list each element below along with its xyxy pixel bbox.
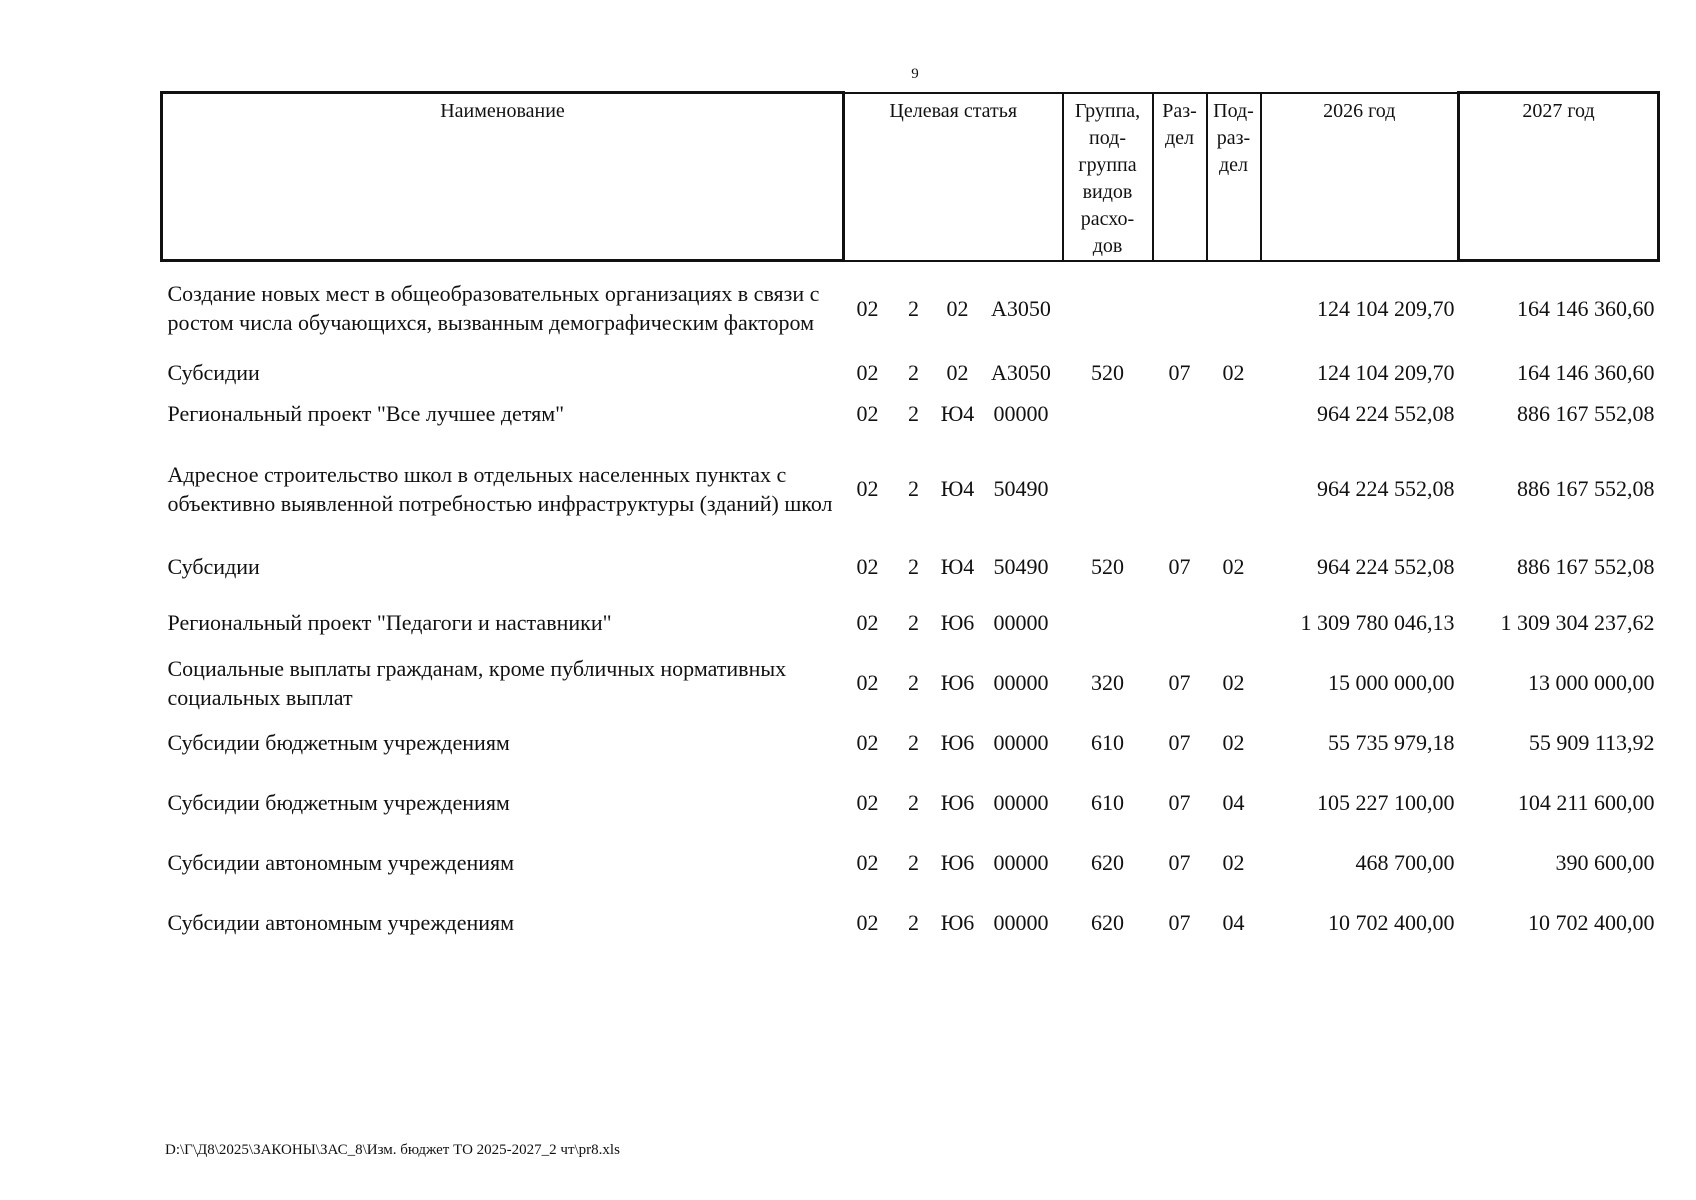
header-target-article: Целевая статья	[844, 93, 1063, 261]
row-amount-2027: 886 167 552,08	[1517, 554, 1655, 579]
row-code-direction: 00000	[993, 790, 1049, 815]
table-row	[162, 773, 1659, 833]
row-expense-group: 520	[1091, 360, 1124, 385]
row-name: Субсидии автономным учреждениям	[167, 850, 515, 875]
row-code-project: 02	[946, 360, 969, 385]
row-amount-2027: 164 146 360,60	[1517, 360, 1655, 385]
table-row	[162, 893, 1659, 953]
table-row	[162, 653, 1659, 713]
row-code-project: Ю6	[940, 610, 975, 635]
table-header-row	[162, 93, 1659, 261]
row-amount-2027: 104 211 600,00	[1517, 790, 1655, 815]
row-code-project: Ю6	[940, 730, 975, 755]
row-code-project: Ю4	[940, 554, 975, 579]
row-code-subprogram: 2	[908, 850, 919, 875]
row-code-direction: 00000	[993, 730, 1049, 755]
row-amount-2026: 10 702 400,00	[1328, 910, 1455, 935]
row-expense-group	[1063, 437, 1153, 541]
row-expense-group: 520	[1091, 554, 1124, 579]
row-expense-group: 610	[1091, 730, 1124, 755]
row-amount-2027: 10 702 400,00	[1528, 910, 1655, 935]
row-code-subprogram: 2	[908, 554, 919, 579]
header-expense-group-label: Группа, под- группа видов расхо- дов	[1074, 99, 1141, 257]
row-subsection: 04	[1222, 910, 1245, 935]
row-name: Социальные выплаты гражданам, кроме публичных нормативных социальных выплат	[167, 655, 787, 710]
row-name: Адресное строительство школ в отдельных населенных пунктах с объективно выявленной потребностью инфраструктуры (зданий) школ	[167, 461, 833, 516]
row-code-subprogram: 2	[908, 610, 919, 635]
row-subsection	[1207, 261, 1261, 355]
row-code-program: 02	[856, 730, 879, 755]
row-code-project: Ю6	[940, 670, 975, 695]
row-code-direction: А3050	[991, 295, 1051, 321]
row-name: Субсидии	[167, 360, 260, 385]
row-amount-2027: 55 909 113,92	[1528, 730, 1655, 755]
row-section: 07	[1168, 670, 1191, 695]
row-subsection: 02	[1222, 850, 1245, 875]
row-expense-group: 320	[1091, 670, 1124, 695]
row-code-subprogram: 2	[908, 670, 919, 695]
row-section	[1153, 261, 1207, 355]
row-amount-2026: 964 224 552,08	[1317, 476, 1455, 501]
row-code-program: 02	[856, 476, 879, 501]
row-section: 07	[1168, 730, 1191, 755]
row-code-subprogram: 2	[908, 910, 919, 935]
row-expense-group: 620	[1091, 910, 1124, 935]
row-expense-group	[1063, 261, 1153, 355]
row-subsection: 02	[1222, 730, 1245, 755]
table-row	[162, 261, 1659, 355]
row-name: Субсидии бюджетным учреждениям	[167, 730, 510, 755]
row-name: Региональный проект "Все лучшее детям"	[167, 401, 565, 426]
row-amount-2027: 1 309 304 237,62	[1500, 610, 1655, 635]
row-code-direction: 50490	[993, 554, 1049, 579]
row-expense-group	[1063, 391, 1153, 437]
table-body	[162, 261, 1659, 953]
row-subsection: 04	[1222, 790, 1245, 815]
row-code-direction: 00000	[993, 910, 1049, 935]
row-code-program: 02	[856, 401, 879, 426]
row-code-program: 02	[856, 670, 879, 695]
row-code-project: Ю6	[940, 790, 975, 815]
row-name: Создание новых мест в общеобразовательных организациях в связи с ростом числа обучающихся, вызванным демографическим фактором	[167, 281, 820, 336]
row-amount-2026: 15 000 000,00	[1328, 670, 1455, 695]
row-code-project: Ю6	[940, 910, 975, 935]
row-subsection	[1207, 391, 1261, 437]
table-row	[162, 833, 1659, 893]
row-code-project: 02	[946, 295, 969, 321]
row-section	[1153, 593, 1207, 653]
row-amount-2027: 390 600,00	[1555, 850, 1655, 875]
row-amount-2027: 13 000 000,00	[1528, 670, 1655, 695]
row-section: 07	[1168, 360, 1191, 385]
header-expense-group	[1063, 93, 1153, 261]
row-code-direction: 00000	[993, 401, 1049, 426]
row-code-project: Ю4	[940, 476, 975, 501]
row-subsection: 02	[1222, 670, 1245, 695]
row-code-direction: 00000	[993, 670, 1049, 695]
row-code-project: Ю6	[940, 850, 975, 875]
row-code-project: Ю4	[940, 401, 975, 426]
row-code-direction: 00000	[993, 610, 1049, 635]
row-amount-2026: 964 224 552,08	[1317, 554, 1455, 579]
file-path-footer: D:\Г\Д8\2025\ЗАКОНЫ\ЗАС_8\Изм. бюджет ТО 2025-2027_2 чт\pr8.xls	[165, 1142, 620, 1158]
header-name: Наименование	[162, 93, 844, 261]
row-code-program: 02	[856, 910, 879, 935]
row-subsection	[1207, 593, 1261, 653]
table-row	[162, 713, 1659, 773]
row-expense-group: 620	[1091, 850, 1124, 875]
row-code-program: 02	[856, 790, 879, 815]
row-amount-2026: 1 309 780 046,13	[1300, 610, 1455, 635]
row-code-subprogram: 2	[908, 401, 919, 426]
row-amount-2026: 55 735 979,18	[1328, 730, 1455, 755]
row-code-subprogram: 2	[908, 790, 919, 815]
header-subsection-label: Под- раз- дел	[1213, 99, 1254, 176]
table-row	[162, 541, 1659, 593]
row-section	[1153, 437, 1207, 541]
row-name: Субсидии автономным учреждениям	[167, 910, 515, 935]
row-code-program: 02	[856, 850, 879, 875]
row-section: 07	[1168, 910, 1191, 935]
table-row	[162, 355, 1659, 391]
table-row	[162, 593, 1659, 653]
row-code-subprogram: 2	[908, 360, 919, 385]
row-subsection: 02	[1222, 360, 1245, 385]
table-row	[162, 437, 1659, 541]
row-amount-2026: 468 700,00	[1355, 850, 1455, 875]
header-year-2027: 2027 год	[1459, 93, 1659, 261]
row-amount-2027: 886 167 552,08	[1517, 401, 1655, 426]
row-code-subprogram: 2	[908, 476, 919, 501]
row-code-program: 02	[856, 554, 879, 579]
row-amount-2026: 124 104 209,70	[1317, 295, 1455, 321]
row-amount-2026: 124 104 209,70	[1317, 360, 1455, 385]
row-subsection: 02	[1222, 554, 1245, 579]
row-expense-group	[1063, 593, 1153, 653]
header-year-2026: 2026 год	[1261, 93, 1459, 261]
row-code-program: 02	[856, 610, 879, 635]
row-code-subprogram: 2	[908, 730, 919, 755]
row-code-program: 02	[856, 295, 879, 321]
row-name: Субсидии	[167, 554, 260, 579]
row-section	[1153, 391, 1207, 437]
row-code-direction: А3050	[991, 360, 1051, 385]
header-section-label: Раз- дел	[1162, 99, 1197, 149]
row-code-direction: 50490	[993, 476, 1049, 501]
row-section: 07	[1168, 850, 1191, 875]
row-section: 07	[1168, 554, 1191, 579]
row-code-subprogram: 2	[908, 295, 919, 321]
row-amount-2026: 964 224 552,08	[1317, 401, 1455, 426]
budget-table	[160, 91, 1660, 953]
row-name: Субсидии бюджетным учреждениям	[167, 790, 510, 815]
header-subsection	[1207, 93, 1261, 261]
row-code-program: 02	[856, 360, 879, 385]
row-amount-2027: 886 167 552,08	[1517, 476, 1655, 501]
row-name: Региональный проект "Педагоги и наставники"	[167, 610, 612, 635]
row-section: 07	[1168, 790, 1191, 815]
table-row	[162, 391, 1659, 437]
row-amount-2027: 164 146 360,60	[1517, 295, 1655, 321]
header-section	[1153, 93, 1207, 261]
page-number: 9	[911, 66, 919, 82]
row-code-direction: 00000	[993, 850, 1049, 875]
row-expense-group: 610	[1091, 790, 1124, 815]
row-subsection	[1207, 437, 1261, 541]
row-amount-2026: 105 227 100,00	[1317, 790, 1455, 815]
